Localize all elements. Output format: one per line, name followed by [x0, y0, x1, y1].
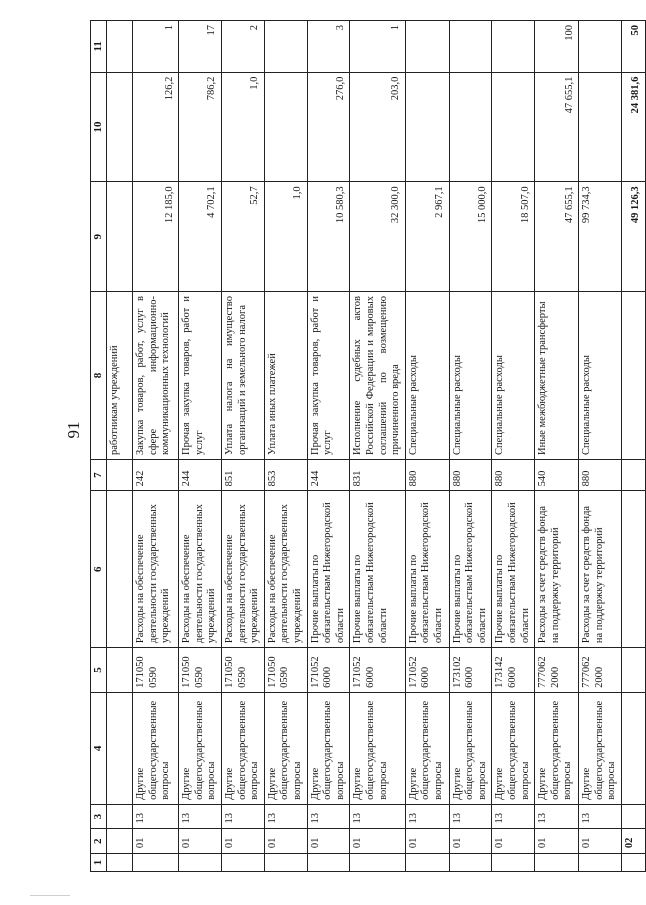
cell-c5: 173142 6000 [492, 648, 535, 693]
cell-c6: Расходы на обеспечение деятельности государственных учреждений [221, 491, 264, 648]
table-row [133, 21, 179, 872]
cell-c9: 12 185,0 [133, 182, 179, 292]
cell-c8: Специальные расходы [449, 292, 492, 460]
cell-c2: 01 [133, 829, 179, 854]
cell-c11 [107, 21, 133, 73]
cell-c3: 13 [579, 804, 622, 829]
budget-table [90, 20, 646, 872]
cell-c9: 99 734,3 [579, 182, 622, 292]
cell-c1 [179, 854, 222, 872]
cell-c1 [405, 854, 449, 872]
scan-artifact [30, 895, 70, 896]
cell-c2: 01 [307, 829, 350, 854]
col-header-5: 5 [91, 648, 107, 693]
table-row [221, 21, 264, 872]
cell-c5: 171050 0590 [179, 648, 222, 693]
cell-c3: 13 [535, 804, 579, 829]
cell-c4: Другие общегосударственные вопросы [221, 692, 264, 804]
cell-c4: Другие общегосударственные вопросы [307, 692, 350, 804]
cell-c7: 880 [449, 460, 492, 491]
table-row [307, 21, 350, 872]
cell-c11 [579, 21, 622, 73]
table-row [579, 21, 622, 872]
cell-c8: Специальные расходы [405, 292, 449, 460]
cell-c3: 13 [264, 804, 307, 829]
cell-c8: работникам учреждений [107, 292, 133, 460]
cell-c9: 52,7 [221, 182, 264, 292]
cell-c8: Прочая закупка товаров, работ и услуг [307, 292, 350, 460]
cell-c7: 880 [405, 460, 449, 491]
cell-c2: 01 [579, 829, 622, 854]
cell-c3: 13 [179, 804, 222, 829]
cell-c6: Расходы на обеспечение деятельности государственных учреждений [133, 491, 179, 648]
cell-c1 [492, 854, 535, 872]
cell-c10: 47 655,1 [535, 72, 579, 182]
cell-c9: 18 507,0 [492, 182, 535, 292]
cell-c4: Другие общегосударственные вопросы [179, 692, 222, 804]
cell-c9: 1,0 [264, 182, 307, 292]
cell-c4: Другие общегосударственные вопросы [405, 692, 449, 804]
cell-c6: Расходы на обеспечение деятельности государственных учреждений [179, 491, 222, 648]
cell-c7: 853 [264, 460, 307, 491]
col-header-1: 1 [91, 854, 107, 872]
cell-c7: 244 [179, 460, 222, 491]
cell-c11 [449, 21, 492, 73]
col-header-4: 4 [91, 692, 107, 804]
cell-c10 [107, 72, 133, 182]
table-row [405, 21, 449, 872]
cell-c10: 126,2 [133, 72, 179, 182]
cell-c10 [492, 72, 535, 182]
cell-c7: 880 [579, 460, 622, 491]
cell-c4: Другие общегосударственные вопросы [449, 692, 492, 804]
cell-c2: 01 [535, 829, 579, 854]
cell-c10: 276,0 [307, 72, 350, 182]
cell-c11: 50 [622, 21, 646, 73]
table-row [179, 21, 222, 872]
cell-c11: 1 [350, 21, 405, 73]
cell-c7: 242 [133, 460, 179, 491]
cell-c2: 01 [405, 829, 449, 854]
cell-c8: Прочая закупка товаров, работ и услуг [179, 292, 222, 460]
cell-c2: 01 [492, 829, 535, 854]
page-number: 91 [64, 421, 83, 439]
cell-c8: Закупка товаров, работ, услуг в сфере информационно-коммуникационных технологий [133, 292, 179, 460]
col-header-3: 3 [91, 804, 107, 829]
cell-c2 [107, 829, 133, 854]
cell-c4: Другие общегосударственные вопросы [535, 692, 579, 804]
cell-c3: 13 [449, 804, 492, 829]
cell-c2: 02 [622, 829, 646, 854]
cell-c3: 13 [307, 804, 350, 829]
cell-c5: 171052 6000 [307, 648, 350, 693]
table-row [264, 21, 307, 872]
cell-c8: Специальные расходы [492, 292, 535, 460]
cell-c6: Расходы на обеспечение деятельности государственных учреждений [264, 491, 307, 648]
cell-c1 [221, 854, 264, 872]
cell-c4: Другие общегосударственные вопросы [492, 692, 535, 804]
cell-c11 [264, 21, 307, 73]
cell-c4 [107, 692, 133, 804]
cell-c4: Другие общегосударственные вопросы [264, 692, 307, 804]
cell-c3 [622, 804, 646, 829]
cell-c3: 13 [133, 804, 179, 829]
cell-c5: 171052 6000 [405, 648, 449, 693]
col-header-7: 7 [91, 460, 107, 491]
cell-c10 [449, 72, 492, 182]
header-row [91, 21, 107, 872]
cell-c5: 171050 0590 [133, 648, 179, 693]
cell-c7: 831 [350, 460, 405, 491]
cell-c2: 01 [350, 829, 405, 854]
cell-c1 [622, 854, 646, 872]
cell-c3: 13 [221, 804, 264, 829]
cell-c8: Уплата иных платежей [264, 292, 307, 460]
cell-c9: 10 580,3 [307, 182, 350, 292]
cell-c3: 13 [405, 804, 449, 829]
cell-c1 [350, 854, 405, 872]
cell-c1 [449, 854, 492, 872]
cell-c10: 1,0 [221, 72, 264, 182]
cell-c11: 100 [535, 21, 579, 73]
col-header-10: 10 [91, 72, 107, 182]
cell-c6: Прочие выплаты по обязательствам Нижегородской области [405, 491, 449, 648]
cell-c10 [405, 72, 449, 182]
cell-c6: Прочие выплаты по обязательствам Нижегородской области [307, 491, 350, 648]
cell-c5: 173102 6000 [449, 648, 492, 693]
cell-c8 [622, 292, 646, 460]
cell-c2: 01 [449, 829, 492, 854]
cell-c9: 4 702,1 [179, 182, 222, 292]
cell-c9: 2 967,1 [405, 182, 449, 292]
cell-c8: Уплата налога на имущество организаций и земельного налога [221, 292, 264, 460]
cell-c9: 47 655,1 [535, 182, 579, 292]
table-row [622, 21, 646, 872]
cell-c9: 49 126,3 [622, 182, 646, 292]
cell-c4: Другие общегосударственные вопросы [350, 692, 405, 804]
cell-c11: 2 [221, 21, 264, 73]
cell-c1 [264, 854, 307, 872]
cell-c1 [107, 854, 133, 872]
cell-c5: 171052 6000 [350, 648, 405, 693]
col-header-11: 11 [91, 21, 107, 73]
cell-c7 [107, 460, 133, 491]
cell-c6: Прочие выплаты по обязательствам Нижегородской области [492, 491, 535, 648]
cell-c7 [622, 460, 646, 491]
col-header-2: 2 [91, 829, 107, 854]
cell-c6: Прочие выплаты по обязательствам Нижегородской области [449, 491, 492, 648]
table-row [107, 21, 133, 872]
cell-c6: Расходы за счет средств фонда на поддержку территорий [535, 491, 579, 648]
cell-c4: Другие общегосударственные вопросы [133, 692, 179, 804]
budget-table-container [90, 20, 642, 872]
cell-c5: 777062 2000 [535, 648, 579, 693]
cell-c11: 1 [133, 21, 179, 73]
cell-c3 [107, 804, 133, 829]
cell-c11 [492, 21, 535, 73]
cell-c9: 15 000,0 [449, 182, 492, 292]
cell-c1 [307, 854, 350, 872]
cell-c2: 01 [264, 829, 307, 854]
cell-c9: 32 300,0 [350, 182, 405, 292]
cell-c1 [535, 854, 579, 872]
cell-c5: 171050 0590 [221, 648, 264, 693]
cell-c11: 17 [179, 21, 222, 73]
cell-c8: Исполнение судебных актов Российской Федерации и мировых соглашений по возмещению причиненного вреда [350, 292, 405, 460]
cell-c11: 3 [307, 21, 350, 73]
cell-c7: 244 [307, 460, 350, 491]
cell-c3: 13 [350, 804, 405, 829]
cell-c10 [264, 72, 307, 182]
cell-c9 [107, 182, 133, 292]
cell-c2: 01 [179, 829, 222, 854]
cell-c1 [579, 854, 622, 872]
table-row [449, 21, 492, 872]
cell-c10: 786,2 [179, 72, 222, 182]
cell-c5: 171050 0590 [264, 648, 307, 693]
cell-c7: 880 [492, 460, 535, 491]
table-row [350, 21, 405, 872]
cell-c6 [107, 491, 133, 648]
col-header-6: 6 [91, 491, 107, 648]
cell-c7: 540 [535, 460, 579, 491]
cell-c6: Прочие выплаты по обязательствам Нижегородской области [350, 491, 405, 648]
cell-c10 [579, 72, 622, 182]
table-row [535, 21, 579, 872]
cell-c4: Другие общегосударственные вопросы [579, 692, 622, 804]
col-header-8: 8 [91, 292, 107, 460]
cell-c5 [622, 648, 646, 693]
cell-c5: 777062 2000 [579, 648, 622, 693]
cell-c8: Иные межбюджетные трансферты [535, 292, 579, 460]
cell-c5 [107, 648, 133, 693]
cell-c7: 851 [221, 460, 264, 491]
cell-c1 [133, 854, 179, 872]
table-row [492, 21, 535, 872]
cell-c10: 24 381,6 [622, 72, 646, 182]
cell-c6: Расходы за счет средств фонда на поддержку территорий [579, 491, 622, 648]
cell-c3: 13 [492, 804, 535, 829]
cell-c8: Специальные расходы [579, 292, 622, 460]
cell-c4 [622, 692, 646, 804]
cell-c6 [622, 491, 646, 648]
cell-c10: 203,0 [350, 72, 405, 182]
cell-c2: 01 [221, 829, 264, 854]
col-header-9: 9 [91, 182, 107, 292]
cell-c11 [405, 21, 449, 73]
